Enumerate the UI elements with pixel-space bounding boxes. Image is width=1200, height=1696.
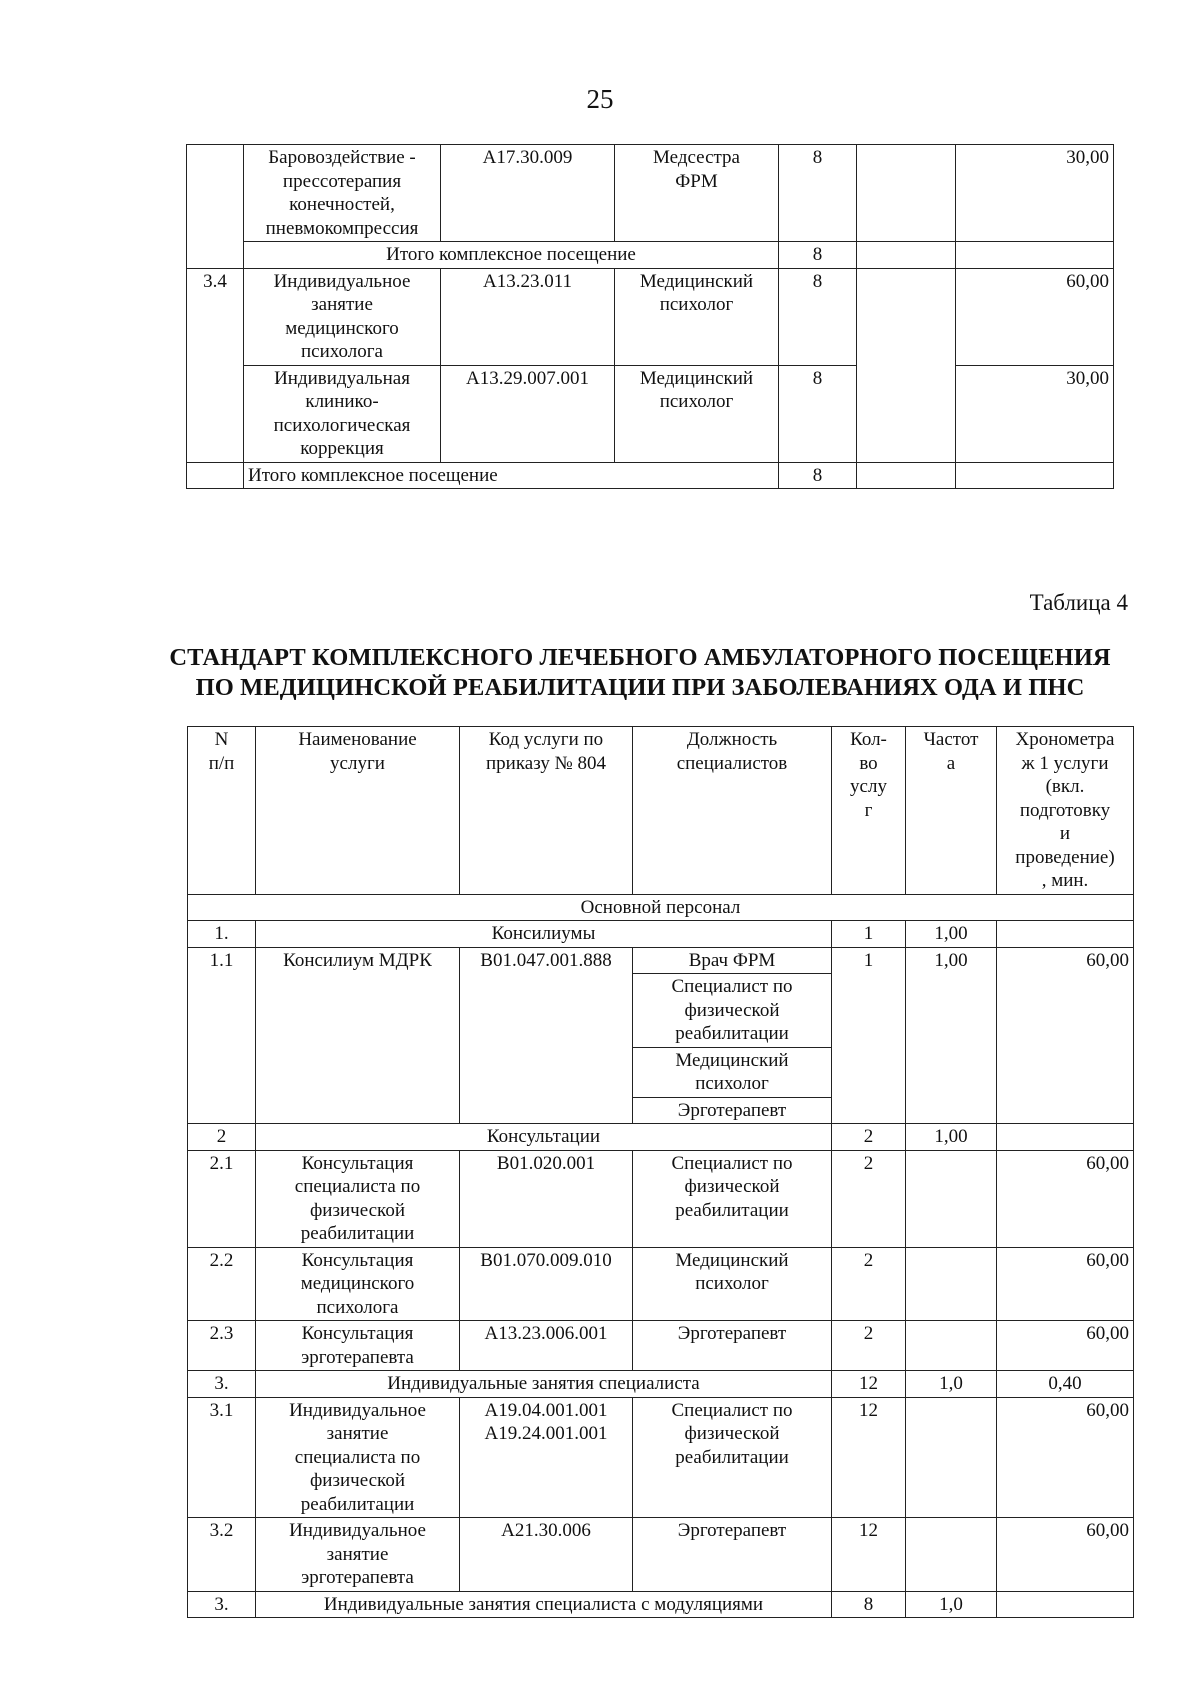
service-code-cell: А21.30.006 [460,1518,633,1592]
service-name-cell: Индивидуальное занятие эрготерапевта [256,1518,460,1592]
row-number-cell: 2.1 [188,1150,256,1247]
frequency-cell [857,268,956,462]
specialist-cell: Эрготерапевт [633,1321,832,1371]
quantity-cell: 8 [779,365,857,462]
document-title [150,643,1130,703]
table-row [188,1150,1134,1247]
table-row [187,268,1114,365]
row-number-cell: 1.1 [188,947,256,1124]
continuation-table [186,144,1114,489]
service-code-cell: А13.23.006.001 [460,1321,633,1371]
service-name-cell: Индивидуальное занятие специалиста по физической реабилитации [256,1397,460,1518]
specialist-cell: Медицинский психолог [615,365,779,462]
row-number-cell: 2.3 [188,1321,256,1371]
group-quantity: 8 [832,1591,906,1618]
table-label: Таблица 4 [1029,590,1128,615]
quantity-cell: 2 [832,1247,906,1321]
quantity-cell: 1 [832,947,906,1124]
header-frequency: Частот а [906,727,997,895]
service-code-cell: А19.04.001.001 А19.24.001.001 [460,1397,633,1518]
specialist-cell: Эрготерапевт [633,1097,832,1124]
time-cell: 60,00 [997,1150,1134,1247]
group-row [188,1371,1134,1398]
header-timing: Хронометра ж 1 услуги (вкл. подготовку и проведение) , мин. [997,727,1134,895]
frequency-cell [906,1150,997,1247]
service-name-cell: Консультация специалиста по физической реабилитации [256,1150,460,1247]
group-row [188,1591,1134,1618]
section-title: Основной персонал [188,894,1134,921]
time-cell: 60,00 [997,1518,1134,1592]
frequency-cell [906,1321,997,1371]
title-line-1: СТАНДАРТ КОМПЛЕКСНОГО ЛЕЧЕБНОГО АМБУЛАТОРНОГО ПОСЕЩЕНИЯ [169,644,1111,671]
group-quantity: 12 [832,1371,906,1398]
group-row [188,921,1134,948]
header-specialist: Должность специалистов [633,727,832,895]
table-row [188,1518,1134,1592]
service-code-cell: В01.070.009.010 [460,1247,633,1321]
frequency-cell [906,1247,997,1321]
quantity-cell: 8 [779,145,857,242]
specialist-cell: Медсестра ФРМ [615,145,779,242]
time-cell: 30,00 [956,145,1114,242]
time-cell: 60,00 [997,1397,1134,1518]
page-number: 25 [586,84,614,114]
header-row [188,727,1134,895]
group-number: 3. [188,1371,256,1398]
specialist-cell: Медицинский психолог [633,1247,832,1321]
group-frequency: 1,00 [906,1124,997,1151]
section-row [188,894,1134,921]
row-number-cell: 2.2 [188,1247,256,1321]
total-quantity: 8 [779,242,857,269]
group-quantity: 2 [832,1124,906,1151]
frequency-cell: 1,00 [906,947,997,1124]
empty-cell [956,242,1114,269]
time-cell: 60,00 [997,947,1134,1124]
row-number-cell [187,145,244,269]
service-code-cell: А13.23.011 [441,268,615,365]
quantity-cell: 12 [832,1397,906,1518]
service-name-cell: Баровоздействие - прессотерапия конечностей, пневмокомпрессия [244,145,441,242]
group-title: Консилиумы [256,921,832,948]
group-frequency: 1,0 [906,1371,997,1398]
service-code-cell: А13.29.007.001 [441,365,615,462]
quantity-cell: 2 [832,1150,906,1247]
service-code-cell: А17.30.009 [441,145,615,242]
quantity-cell: 12 [832,1518,906,1592]
group-number: 1. [188,921,256,948]
total-label: Итого комплексное посещение [244,242,779,269]
row-number-cell: 3.2 [188,1518,256,1592]
total-row [187,242,1114,269]
group-title: Индивидуальные занятия специалиста [256,1371,832,1398]
table-row [188,1397,1134,1518]
title-line-2: ПО МЕДИЦИНСКОЙ РЕАБИЛИТАЦИИ ПРИ ЗАБОЛЕВАНИЯХ ОДА И ПНС [195,674,1085,701]
specialist-cell: Врач ФРМ [633,947,832,974]
header-service-code: Код услуги по приказу № 804 [460,727,633,895]
group-title: Консультации [256,1124,832,1151]
empty-cell [997,921,1134,948]
total-row [187,462,1114,489]
service-code-cell: В01.047.001.888 [460,947,633,1124]
frequency-cell [906,1518,997,1592]
table-row [187,365,1114,462]
service-code-cell: В01.020.001 [460,1150,633,1247]
empty-cell [997,1124,1134,1151]
time-cell: 60,00 [997,1321,1134,1371]
group-frequency: 1,0 [906,1591,997,1618]
service-name-cell: Индивидуальное занятие медицинского психолога [244,268,441,365]
empty-cell [857,242,956,269]
standard-table [187,726,1134,1618]
specialist-cell: Медицинский психолог [633,1047,832,1097]
frequency-cell [857,145,956,242]
empty-cell [997,1591,1134,1618]
group-time: 0,40 [997,1371,1134,1398]
specialist-cell: Специалист по физической реабилитации [633,1397,832,1518]
header-service-name: Наименование услуги [256,727,460,895]
table-row [187,145,1114,242]
service-name-cell: Индивидуальная клинико- психологическая коррекция [244,365,441,462]
group-number: 2 [188,1124,256,1151]
specialist-cell: Эрготерапевт [633,1518,832,1592]
service-name-cell: Консультация эрготерапевта [256,1321,460,1371]
frequency-cell [906,1397,997,1518]
group-quantity: 1 [832,921,906,948]
row-number-cell: 3.1 [188,1397,256,1518]
group-number: 3. [188,1591,256,1618]
specialist-cell: Специалист по физической реабилитации [633,974,832,1048]
group-frequency: 1,00 [906,921,997,948]
time-cell: 30,00 [956,365,1114,462]
service-name-cell: Консультация медицинского психолога [256,1247,460,1321]
group-row [188,1124,1134,1151]
specialist-cell: Специалист по физической реабилитации [633,1150,832,1247]
service-name-cell: Консилиум МДРК [256,947,460,1124]
table-row [188,1321,1134,1371]
time-cell: 60,00 [997,1247,1134,1321]
empty-cell [187,462,244,489]
empty-cell [857,462,956,489]
header-number: N п/п [188,727,256,895]
group-title: Индивидуальные занятия специалиста с модуляциями [256,1591,832,1618]
specialist-cell: Медицинский психолог [615,268,779,365]
table-row [188,1247,1134,1321]
time-cell: 60,00 [956,268,1114,365]
total-quantity: 8 [779,462,857,489]
table-row [188,947,1134,974]
empty-cell [956,462,1114,489]
quantity-cell: 8 [779,268,857,365]
quantity-cell: 2 [832,1321,906,1371]
row-number-cell: 3.4 [187,268,244,462]
total-label: Итого комплексное посещение [244,462,779,489]
header-quantity: Кол- во услу г [832,727,906,895]
